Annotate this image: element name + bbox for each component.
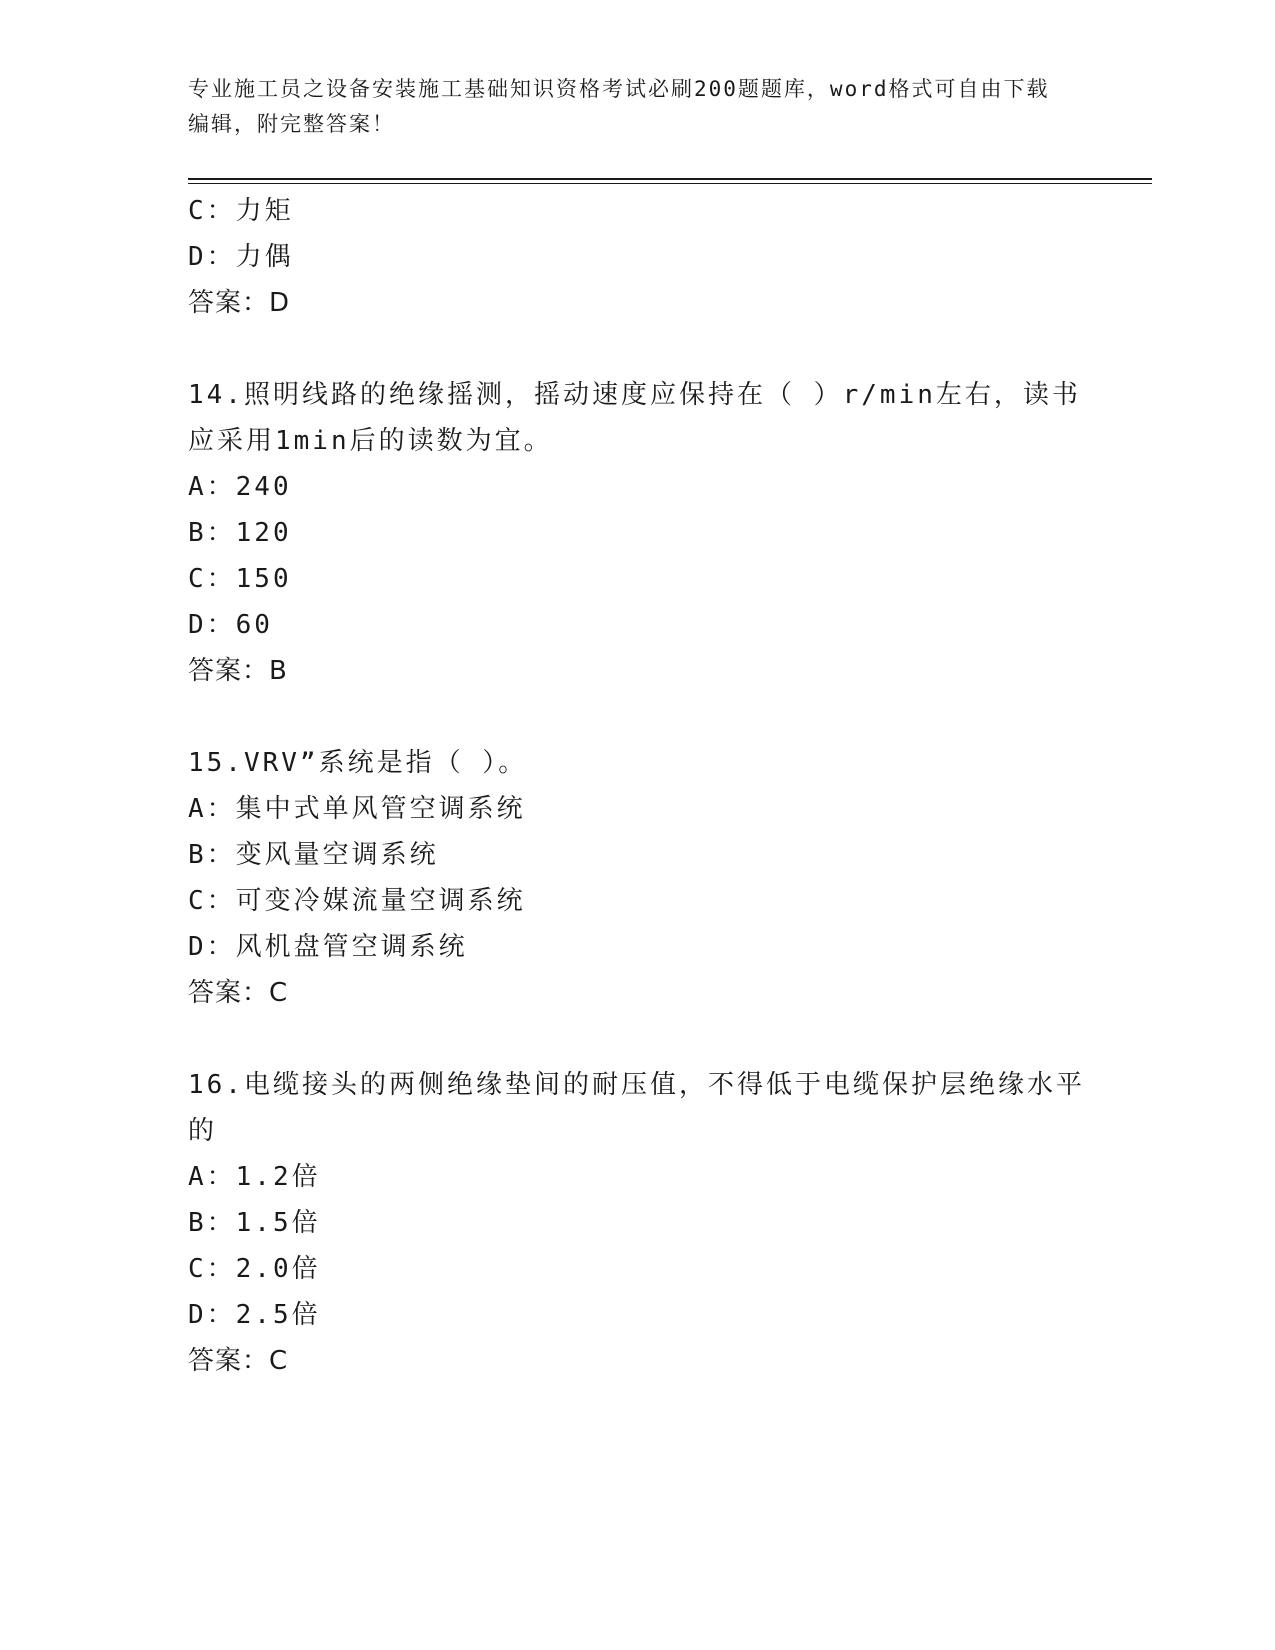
option-d: D：2.5倍	[188, 1300, 321, 1330]
header-title: 专业施工员之设备安装施工基础知识资格考试必刷200题题库，word格式可自由下载编辑，附完整答案！	[188, 77, 1050, 136]
page-header	[188, 72, 1068, 142]
question-text: 15.VRV”系统是指（ ）。	[188, 748, 528, 778]
answer-line: 答案：D	[188, 288, 291, 318]
option-c: C：150	[188, 564, 292, 594]
question-list	[188, 188, 1088, 1384]
spacer	[188, 326, 1088, 372]
question-text: 14.照明线路的绝缘摇测，摇动速度应保持在（ ）r/min左右，读书应采用1min后的读数为宜。	[188, 380, 1081, 456]
spacer	[188, 694, 1088, 740]
option-a: A：1.2倍	[188, 1162, 321, 1192]
answer-line: 答案：C	[188, 978, 289, 1008]
question-text: 16.电缆接头的两侧绝缘垫间的耐压值，不得低于电缆保护层绝缘水平的	[188, 1070, 1085, 1146]
option-b: B：变风量空调系统	[188, 840, 439, 870]
answer-line: 答案：B	[188, 656, 288, 686]
option-d: D：力偶	[188, 242, 294, 272]
spacer	[188, 1016, 1088, 1062]
option-d: D：60	[188, 610, 273, 640]
header-divider-thick	[188, 178, 1152, 180]
option-a: A：240	[188, 472, 292, 502]
option-c: C：2.0倍	[188, 1254, 321, 1284]
option-b: B：1.5倍	[188, 1208, 321, 1238]
answer-line: 答案：C	[188, 1346, 289, 1376]
option-a: A：集中式单风管空调系统	[188, 794, 526, 824]
question-block-16	[188, 1062, 1088, 1384]
question-block-14	[188, 372, 1088, 694]
header-divider-thin	[188, 183, 1152, 184]
question-block-15	[188, 740, 1088, 1016]
option-d: D：风机盘管空调系统	[188, 932, 468, 962]
option-b: B：120	[188, 518, 292, 548]
question-block-13	[188, 188, 1088, 326]
option-c: C：力矩	[188, 196, 294, 226]
option-c: C：可变冷媒流量空调系统	[188, 886, 526, 916]
